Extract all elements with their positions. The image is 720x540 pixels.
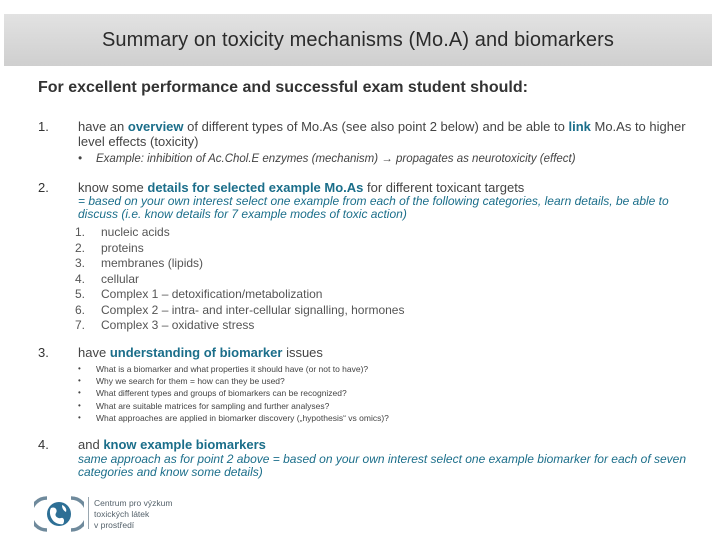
item-text bbox=[78, 345, 688, 360]
category-number: 3. bbox=[75, 256, 86, 270]
category-label: membranes (lipids) bbox=[101, 256, 204, 270]
logo-divider bbox=[88, 497, 89, 529]
category-label: proteins bbox=[101, 240, 144, 255]
item-note: same approach as for point 2 above = based on your own interest select one example biomarker for each of seven categories and know some details) bbox=[78, 452, 687, 479]
question-text: What are suitable matrices for sampling and further analyses? bbox=[96, 400, 330, 411]
category-label: Complex 2 – intra- and inter-cellular signalling, hormones bbox=[101, 302, 405, 317]
question-item bbox=[78, 364, 688, 376]
text-fragment: Mo.As to higher level effects (toxicity) bbox=[78, 119, 686, 149]
recetox-logo-icon bbox=[34, 494, 84, 534]
text-fragment: and bbox=[78, 437, 104, 452]
text-fragment: have an bbox=[78, 119, 128, 134]
item-number: 4. bbox=[38, 437, 49, 452]
bullet-icon: • bbox=[78, 412, 81, 422]
question-text: Why we search for them = how can they be used? bbox=[96, 376, 285, 387]
logo-caption bbox=[94, 498, 172, 531]
text-fragment: of different types of Mo.As (see also point 2 below) and be able to bbox=[183, 119, 569, 134]
category-number: 5. bbox=[75, 287, 86, 301]
item-number: 2. bbox=[38, 180, 49, 195]
highlight-biomarker: understanding of biomarker bbox=[109, 345, 283, 360]
highlight-example-biomarkers: know example biomarkers bbox=[103, 437, 266, 452]
category-item bbox=[75, 318, 688, 334]
category-number: 1. bbox=[75, 225, 86, 239]
example-text: Example: inhibition of Ac.Chol.E enzymes (mechanism) → propagates as neurotoxicity (effect) bbox=[96, 153, 576, 165]
text-fragment: know some bbox=[78, 180, 148, 195]
section-heading: For excellent performance and successful exam student should: bbox=[38, 79, 528, 96]
logo-text-line: toxických látek bbox=[94, 509, 150, 519]
item-text bbox=[78, 437, 688, 452]
bullet-icon: • bbox=[78, 376, 81, 386]
category-number: 6. bbox=[75, 302, 86, 317]
bullet-icon: • bbox=[78, 153, 83, 165]
text-fragment: have bbox=[78, 345, 110, 360]
highlight-overview: overview bbox=[127, 119, 184, 134]
item-text bbox=[78, 119, 688, 149]
item-number: 1. bbox=[38, 119, 49, 134]
question-item bbox=[78, 376, 688, 388]
category-item bbox=[75, 240, 688, 257]
category-item bbox=[75, 271, 688, 288]
item-note: = based on your own interest select one example from each of the following categories, learn details, be able to discuss (i.e. know details for 7 example modes of toxic action) bbox=[78, 194, 669, 221]
bullet-icon: • bbox=[78, 388, 81, 398]
question-text: What approaches are applied in biomarker discovery („hypothesis“ vs omics)? bbox=[96, 412, 389, 423]
logo-text-line: Centrum pro výzkum bbox=[94, 498, 173, 508]
example-bullet bbox=[78, 153, 688, 165]
category-item bbox=[75, 256, 688, 272]
question-text: What different types and groups of biomarkers can be recognized? bbox=[96, 388, 347, 399]
question-item bbox=[78, 388, 688, 400]
category-item bbox=[75, 287, 688, 303]
bullet-icon: • bbox=[78, 400, 81, 410]
category-item bbox=[75, 302, 688, 319]
question-text: What is a biomarker and what properties it should have (or not to have)? bbox=[96, 364, 369, 374]
category-number: 7. bbox=[75, 318, 86, 332]
page-title: Summary on toxicity mechanisms (Mo.A) and biomarkers bbox=[101, 28, 615, 51]
item-text bbox=[78, 180, 688, 195]
category-number: 4. bbox=[75, 271, 86, 286]
item-number: 3. bbox=[38, 345, 49, 360]
logo-text-line: v prostředí bbox=[94, 520, 135, 530]
category-item bbox=[75, 225, 688, 241]
category-label: cellular bbox=[101, 271, 140, 286]
category-label: Complex 3 – oxidative stress bbox=[101, 318, 255, 332]
bullet-icon: • bbox=[78, 364, 81, 373]
text-fragment: issues bbox=[282, 345, 323, 360]
category-label: nucleic acids bbox=[101, 225, 170, 239]
question-item bbox=[78, 413, 688, 425]
title-bar bbox=[4, 14, 712, 66]
text-fragment: for different toxicant targets bbox=[363, 180, 525, 195]
category-label: Complex 1 – detoxification/metabolization bbox=[101, 287, 323, 301]
category-number: 2. bbox=[75, 240, 86, 255]
highlight-details: details for selected example Mo.As bbox=[147, 180, 364, 195]
question-list bbox=[78, 364, 688, 425]
highlight-link: link bbox=[568, 119, 591, 134]
question-item bbox=[78, 401, 688, 413]
category-list bbox=[75, 225, 688, 334]
